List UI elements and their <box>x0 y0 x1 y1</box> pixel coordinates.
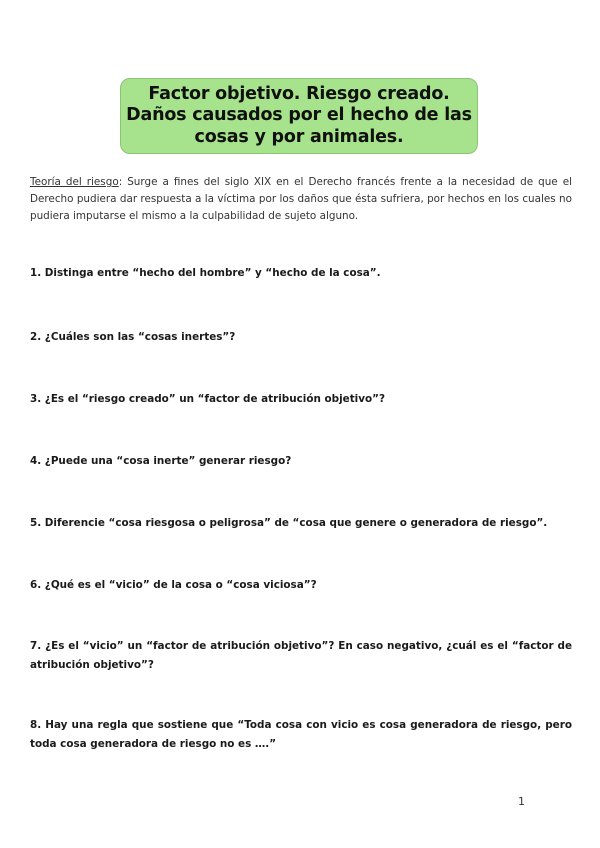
question-6: 6. ¿Qué es el “vicio” de la cosa o “cosa viciosa”? <box>30 579 317 591</box>
title-line-3: cosas y por animales. <box>194 126 404 147</box>
question-2: 2. ¿Cuáles son las “cosas inertes”? <box>30 331 236 343</box>
intro-term: Teoría del riesgo <box>30 176 119 188</box>
title-line-1: Factor objetivo. Riesgo creado. <box>148 83 450 104</box>
question-4: 4. ¿Puede una “cosa inerte” generar riesgo? <box>30 455 292 467</box>
question-1: 1. Distinga entre “hecho del hombre” y “hecho de la cosa”. <box>30 267 381 279</box>
title-line-2: Daños causados por el hecho de las <box>126 105 472 126</box>
intro-text: : Surge a fines del siglo XIX en el Derecho francés frente a la necesidad de que el Derecho pudiera dar respuesta a la víctima por los daños que ésta sufriera, por hechos en los cuales no pudiera imputarse el mismo a la culpabilidad de sujeto alguno. <box>30 176 572 223</box>
title-box <box>120 78 478 154</box>
question-7: 7. ¿Es el “vicio” un “factor de atribución objetivo”? En caso negativo, ¿cuál es el “factor de atribución objetivo”? <box>30 640 572 671</box>
question-5: 5. Diferencie “cosa riesgosa o peligrosa” de “cosa que genere o generadora de riesgo”. <box>30 517 548 529</box>
intro-paragraph <box>30 174 572 226</box>
page-number: 1 <box>518 795 525 808</box>
question-8: 8. Hay una regla que sostiene que “Toda cosa con vicio es cosa generadora de riesgo, pero toda cosa generadora de riesgo no es ….” <box>30 719 572 750</box>
question-3: 3. ¿Es el “riesgo creado” un “factor de atribución objetivo”? <box>30 393 385 405</box>
